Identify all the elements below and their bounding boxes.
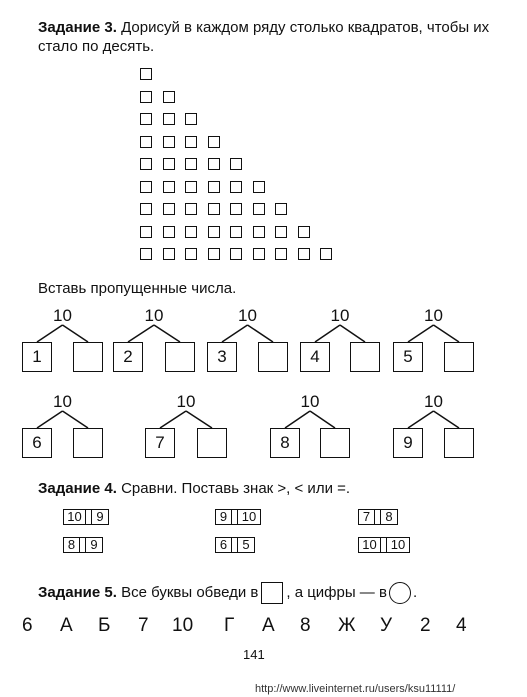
compare-left-value: 10	[359, 538, 381, 552]
tree-branch-line	[160, 411, 186, 428]
tree-right-empty-box[interactable]	[73, 428, 103, 458]
task5-text-part1: Все буквы обведи в	[121, 584, 259, 601]
tree-top-number: 10	[144, 306, 164, 325]
tree-left-box: 3	[207, 342, 237, 372]
symbol-item[interactable]: У	[380, 615, 393, 636]
tree-top-number: 10	[53, 306, 72, 325]
compare-pair	[215, 537, 255, 553]
tree-branch-line	[154, 325, 180, 342]
task5-text-part2: , а цифры — в	[286, 584, 387, 601]
symbol-item[interactable]: 4	[456, 615, 467, 636]
tree-branch-line	[434, 411, 460, 428]
tree-left-box: 9	[393, 428, 423, 458]
tree-branch-line	[408, 325, 434, 342]
compare-left-value: 7	[359, 510, 375, 524]
tree-top-number: 10	[176, 392, 196, 411]
page-number: 141	[243, 647, 265, 662]
tree-branch-line	[63, 325, 89, 342]
watermark-url: http://www.liveinternet.ru/users/ksu11111/	[255, 683, 456, 695]
tree-top-number: 10	[238, 306, 257, 325]
tree-branch-line	[63, 411, 89, 428]
task4-label: Задание 4.	[38, 480, 117, 497]
compare-right-value: 9	[96, 509, 104, 524]
circle-shape-icon	[389, 582, 411, 604]
task5-text-end: .	[412, 584, 418, 601]
task3-text: Дорисуй в каждом ряду столько квадратов, чтобы их	[121, 19, 490, 36]
tree-right-empty-box[interactable]	[197, 428, 227, 458]
tree-right-empty-box[interactable]	[258, 342, 288, 372]
tree-right-empty-box[interactable]	[444, 342, 474, 372]
task5-heading	[38, 582, 417, 604]
tree-top-number: 10	[53, 392, 72, 411]
symbol-item[interactable]: 10	[172, 615, 194, 636]
tree-right-empty-box[interactable]	[73, 342, 103, 372]
symbol-item[interactable]: А	[262, 615, 275, 636]
task3-text-line2: стало по десять.	[38, 38, 155, 55]
compare-left-value: 6	[216, 538, 232, 552]
compare-left-value: 9	[216, 510, 232, 524]
task5-label: Задание 5.	[38, 584, 117, 601]
insert-instruction: Вставь пропущенные числа.	[38, 280, 237, 297]
symbol-item[interactable]: 7	[138, 615, 149, 636]
compare-right-value: 10	[241, 509, 257, 524]
square-shape-icon	[261, 582, 283, 604]
tree-branch-line	[186, 411, 212, 428]
compare-right-value: 8	[385, 509, 393, 524]
compare-left-value: 8	[64, 538, 80, 552]
tree-branch-line	[248, 325, 274, 342]
symbol-item[interactable]: Г	[224, 615, 235, 636]
tree-right-empty-box[interactable]	[165, 342, 195, 372]
tree-branch-line	[128, 325, 154, 342]
task4-text: Сравни. Поставь знак >, < или =.	[121, 480, 351, 497]
compare-left-value: 10	[64, 510, 86, 524]
tree-top-number: 10	[300, 392, 320, 411]
compare-pair	[63, 537, 103, 553]
tree-top-number: 10	[424, 392, 443, 411]
tree-right-empty-box[interactable]	[320, 428, 350, 458]
tree-branch-line	[340, 325, 365, 342]
tree-left-box: 7	[145, 428, 175, 458]
tree-left-box: 1	[22, 342, 52, 372]
tree-right-empty-box[interactable]	[444, 428, 474, 458]
compare-pair	[63, 509, 109, 525]
tree-left-box: 5	[393, 342, 423, 372]
tree-top-number: 10	[424, 306, 443, 325]
tree-branch-line	[37, 325, 63, 342]
tree-branch-line	[315, 325, 340, 342]
symbol-item[interactable]: 6	[22, 615, 33, 636]
tree-left-box: 2	[113, 342, 143, 372]
tree-branch-line	[434, 325, 460, 342]
tree-right-empty-box[interactable]	[350, 342, 380, 372]
tree-left-box: 8	[270, 428, 300, 458]
compare-right-value: 9	[90, 537, 98, 552]
tree-top-number: 10	[330, 306, 350, 325]
symbol-item[interactable]: 2	[420, 615, 431, 636]
compare-right-value: 10	[390, 537, 406, 552]
task3-label: Задание 3.	[38, 19, 117, 36]
compare-pair	[358, 537, 410, 553]
symbol-item[interactable]: 8	[300, 615, 311, 636]
tree-branch-line	[310, 411, 335, 428]
tree-branch-line	[37, 411, 63, 428]
symbol-item[interactable]: А	[60, 615, 73, 636]
compare-right-value: 5	[242, 537, 250, 552]
tree-branch-line	[285, 411, 310, 428]
tree-branch-line	[408, 411, 434, 428]
compare-pair	[358, 509, 398, 525]
compare-pair	[215, 509, 261, 525]
tree-branch-line	[222, 325, 248, 342]
symbol-item[interactable]: Б	[98, 615, 111, 636]
symbol-item[interactable]: Ж	[338, 615, 356, 636]
tree-left-box: 4	[300, 342, 330, 372]
tree-left-box: 6	[22, 428, 52, 458]
task4-heading	[38, 480, 350, 498]
